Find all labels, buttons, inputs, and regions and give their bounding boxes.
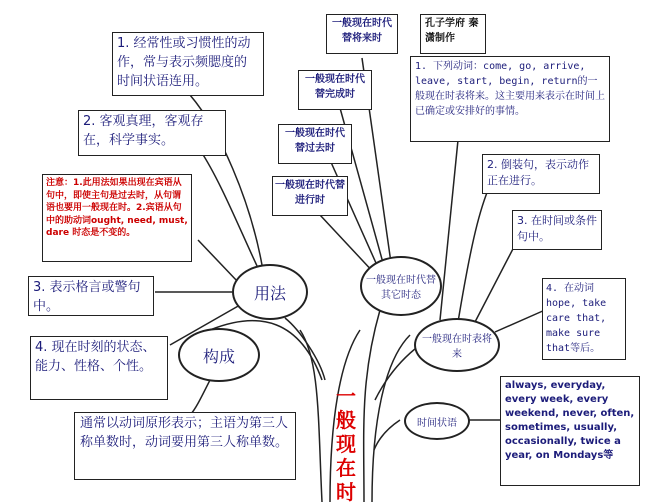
form-description-box	[74, 412, 296, 480]
replace-future-box	[326, 14, 398, 54]
replace-perfect-box	[298, 70, 372, 110]
replace-perfect-text: 一般现在时代替完成时	[305, 74, 365, 100]
future-clause-text: 3. 在时间或条件句中。	[517, 214, 597, 243]
usage-truth-box	[78, 110, 226, 156]
usage-note-text: 注意：1.此用法如果出现在宾语从句中，即使主句是过去时，从句谓语也要用一般现在时。2.宾语从句中的助动词ought, need, must, dare 时态是不变的。	[46, 178, 188, 239]
author-box	[420, 14, 486, 54]
branch-inversion	[458, 190, 488, 322]
usage-habit-text: 1. 经常性或习惯性的动作，常与表示频腮度的时间状语连用。	[117, 36, 251, 89]
branch-clause	[475, 245, 515, 322]
replace-progressive-box	[272, 176, 348, 216]
branch-form-box	[190, 380, 210, 415]
future-hope-box	[542, 278, 626, 360]
branch-hope	[495, 310, 545, 332]
usage-proverb-text: 3. 表示格言或警句中。	[33, 280, 141, 314]
replace-other-tenses-label: 一般现在时代替其它时态	[366, 275, 436, 301]
time-adverbial-node	[404, 402, 470, 440]
form-node	[178, 328, 260, 382]
usage-node-label: 用法	[253, 283, 286, 303]
branch-note	[198, 240, 238, 282]
future-hope-text: 4. 在动词hope, take care that, make sure that等后。	[546, 283, 607, 354]
usage-note-box	[42, 174, 192, 262]
usage-proverb-box	[28, 276, 154, 316]
time-words-box	[500, 376, 640, 486]
time-adverbial-label: 时间状语	[417, 417, 457, 429]
replace-other-tenses-node	[360, 256, 442, 316]
usage-state-text: 4. 现在时刻的状态、能力、性格、个性。	[35, 340, 156, 374]
future-verbs-text: 1. 下列动词：come, go, arrive, leave, start, begin, return的一般现在时表将来。这主要用来表示在时间上已确定或安排好的事情。	[415, 61, 605, 117]
usage-habit-box	[112, 32, 264, 96]
future-verbs-box	[410, 56, 610, 142]
replace-progressive-text: 一般现在时代替进行时	[275, 180, 345, 206]
future-inversion-box	[482, 154, 600, 194]
future-meaning-node	[414, 318, 500, 372]
trunk-title: 一般现在时	[336, 384, 356, 502]
usage-truth-text: 2. 客观真理，客观存在，科学事实。	[83, 114, 204, 148]
branch-verbs	[440, 140, 458, 320]
future-inversion-text: 2. 倒装句，表示动作正在进行。	[487, 158, 589, 187]
branch-adverbial-trunk	[374, 420, 400, 450]
usage-node	[232, 264, 308, 320]
usage-state-box	[30, 336, 168, 400]
author-text: 孔子学府 秦潇制作	[425, 18, 479, 44]
form-description-text: 通常以动词原形表示；主语为第三人称单数时，动词要用第三人称单数。	[80, 416, 289, 450]
replace-past-text: 一般现在时代替过去时	[285, 128, 345, 154]
form-node-label: 构成	[202, 346, 235, 366]
replace-past-box	[278, 124, 352, 164]
time-words-text: always, everyday, every week, every weekend, never, often, sometimes, usually, occasionally, twice a year, on Mondays等	[505, 380, 635, 461]
future-clause-box	[512, 210, 602, 250]
future-meaning-label: 一般现在时表将来	[422, 334, 492, 360]
replace-future-text: 一般现在时代替将来时	[332, 18, 392, 44]
